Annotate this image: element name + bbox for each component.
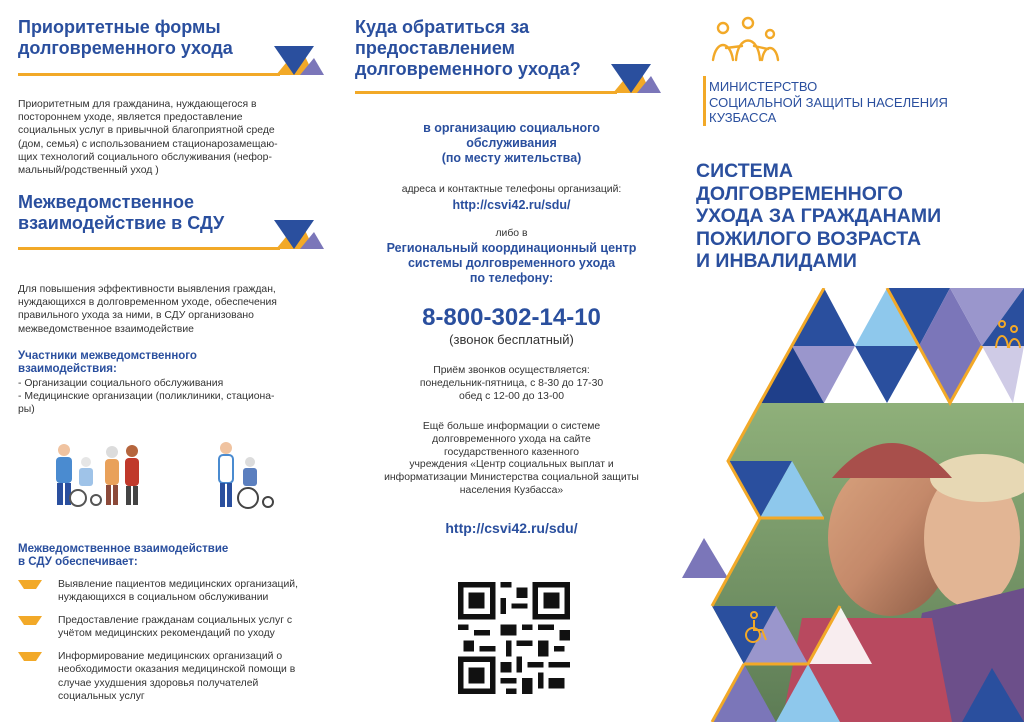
text-line: Участники межведомственного [18,350,197,362]
text-line: (дом, семья) с использованием стационарозамещаю- [18,138,278,150]
triangle-bullet-icon [18,616,42,625]
text-line: МИНИСТЕРСТВО [709,79,818,94]
family-care-illustration [44,438,154,513]
heading-line: Куда обратиться за [355,17,530,37]
triangle-bullet-icon [18,652,42,661]
text-line: нуждающихся в долговременном уходе, обеспечения [18,297,277,309]
text-line: учётом медицинских рекомендаций по уходу [58,628,275,640]
text-line: долговременного ухода на сайте [432,433,591,445]
text-line: Ещё больше информации о системе [422,421,601,432]
text-line: КУЗБАССА [709,110,777,125]
participants-title [18,350,197,376]
heading-line: долговременного ухода [18,38,233,58]
text-line: межведомственное взаимодействие [18,323,194,335]
text-line: обслуживания [466,136,557,150]
qr-code-icon[interactable] [458,582,570,694]
text-line: постороннем уходе, является предоставление [18,112,243,124]
triangle-mosaic [682,288,1024,722]
text-line: случае ухудшения здоровья получателей [58,677,259,689]
heading-line: долговременного ухода? [355,59,581,79]
left-panel [0,0,340,722]
text-line: Выявление пациентов медицинских организаций, [58,579,298,590]
text-line: мальный/родственный уход ) [18,165,159,177]
text-line: понедельник-пятница, с 8-30 до 17-30 [419,377,604,389]
logo-divider [703,76,706,126]
provides-title [18,543,228,569]
heading-line: предоставлением [355,38,515,58]
text-line: щих технологий социального обслуживания (нефор- [18,151,272,163]
text-line: Приём звонков осуществляется: [433,365,590,376]
text-line: Для повышения эффективности выявления граждан, [18,284,276,295]
phone-note: (звонок бесплатный) [449,332,574,347]
heading-line: Приоритетные формы [18,17,221,37]
title-line: СИСТЕМА [696,160,793,182]
title-line: И ИНВАЛИДАМИ [696,250,857,272]
text-line: социальных услуг в привычной благоприятной среде [18,125,275,137]
heading-line: Межведомственное [18,192,195,212]
list-item: - Медицинские организации (поликлиники, стациона- [18,391,275,403]
text-line: в СДУ обеспечивает: [18,556,138,568]
text-line: (по месту жительства) [441,151,582,165]
wheelchair-illustration [212,438,276,513]
provides-item-text [58,578,326,605]
provides-item-text [58,650,326,704]
text-line: обед с 12-00 до 13-00 [459,390,564,402]
text-line: Межведомственное взаимодействие [18,543,229,555]
text-line: взаимодействия: [18,363,117,375]
addresses-label: адреса и контактные телефоны организаций: [401,184,622,195]
regional-center-block [341,241,682,286]
text-line: необходимости оказания медицинской помощи в [58,664,296,676]
provides-item [18,614,326,641]
triangle-decoration [355,62,665,98]
or-label: либо в [495,228,528,239]
text-line: информатизации Министерства социальной защиты [384,472,639,484]
text-line: учреждения «Центр социальных выплат и [409,459,614,471]
text-line: правильного ухода за ними, в СДУ организовано [18,310,254,322]
text-line: Приоритетным для гражданина, нуждающегося в [18,99,257,110]
participants-list [18,377,322,417]
hours-block [341,365,682,403]
list-item: - Организации социального обслуживания [18,378,224,389]
text-line: системы долговременного ухода [407,256,616,270]
text-line: населения Кузбасса» [459,484,564,496]
list-item: ры) [18,404,35,416]
title-line: УХОДА ЗА ГРАЖДАНАМИ [696,205,942,227]
text-line: социальных услуг [58,691,145,703]
right-panel [682,0,1024,722]
provides-item [18,650,326,704]
wheelchair-small-icon [742,610,770,646]
text-line: СОЦИАЛЬНОЙ ЗАЩИТЫ НАСЕЛЕНИЯ [709,94,948,110]
text-line: Информирование медицинских организаций о [58,651,283,662]
interagency-paragraph [18,283,322,336]
triangle-bullet-icon [18,580,42,589]
family-small-icon [994,318,1022,354]
website-link[interactable]: http://csvi42.ru/sdu/ [452,198,571,212]
triangle-decoration [18,44,328,80]
title-line: ДОЛГОВРЕМЕННОГО [696,182,903,205]
family-logo-icon [708,16,788,64]
text-line: государственного казенного [443,446,580,458]
priority-forms-paragraph [18,98,322,177]
triangle-decoration [18,218,328,254]
brochure-title [696,160,941,273]
text-line: по телефону: [469,271,554,285]
ministry-name [709,79,948,126]
text-line: в организацию социального [423,121,600,135]
heading-line: взаимодействие в СДУ [18,213,225,233]
text-line: нуждающихся в социальном обслуживании [58,592,269,604]
middle-panel [341,0,682,722]
more-info-block [341,421,682,498]
provides-item-text [58,614,326,641]
org-block [341,121,682,166]
provides-item [18,578,326,605]
hotline-phone[interactable]: 8-800-302-14-10 [422,304,601,331]
text-line: Предоставление гражданам социальных услуг с [58,615,293,626]
website-link-2[interactable]: http://csvi42.ru/sdu/ [445,520,578,536]
title-line: ПОЖИЛОГО ВОЗРАСТА [696,227,922,250]
text-line: Региональный координационный центр [386,241,637,255]
